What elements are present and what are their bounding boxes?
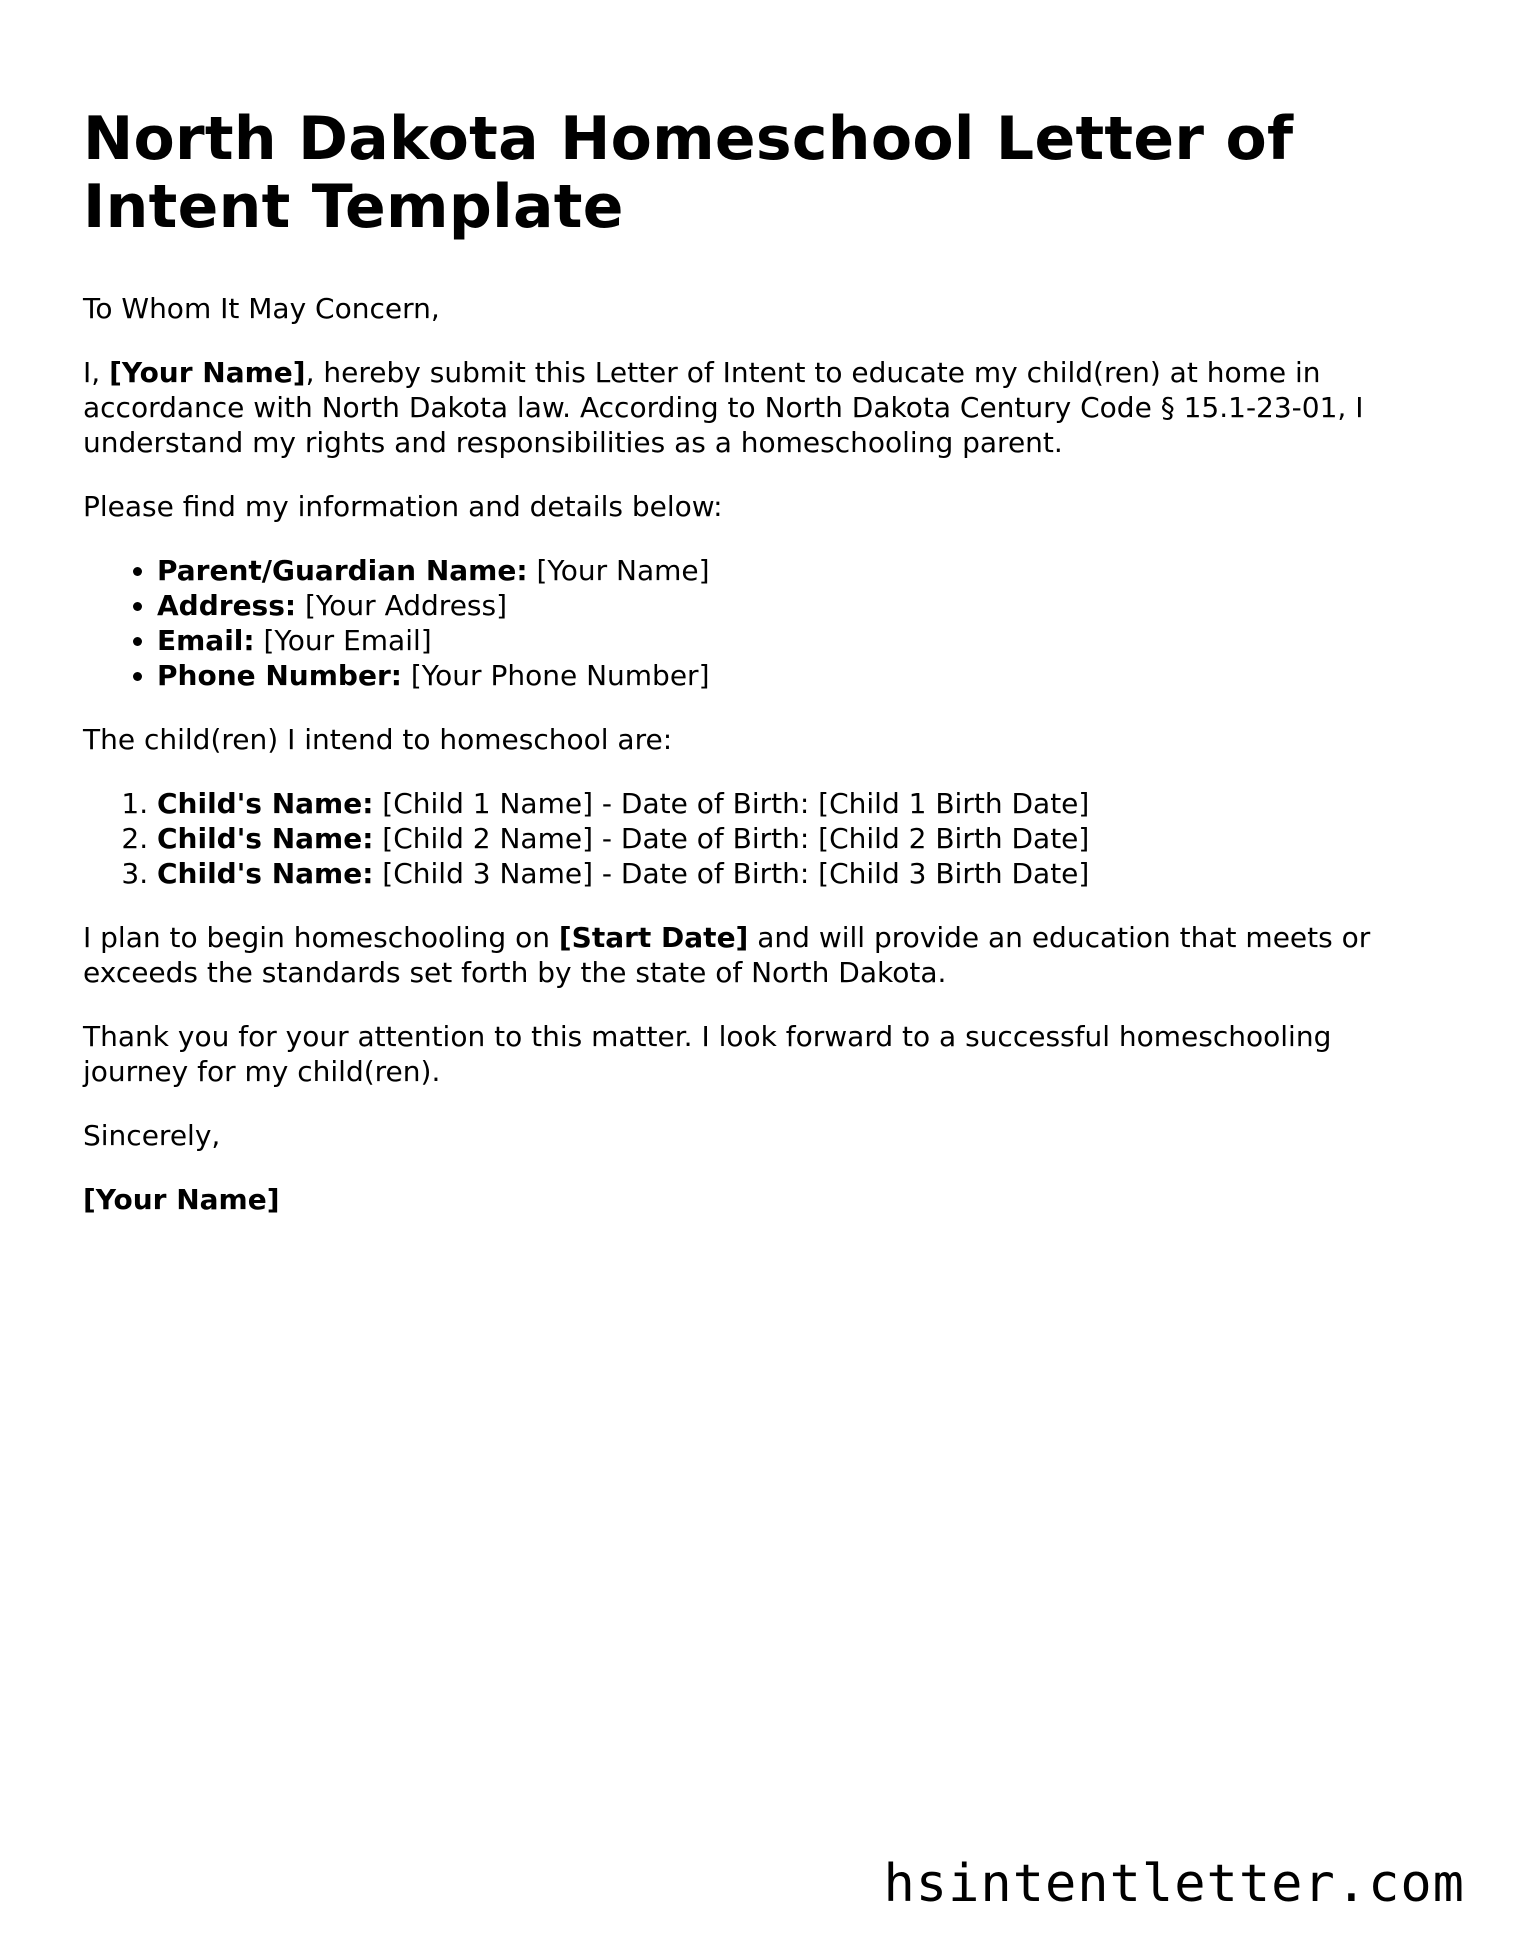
page-title: North Dakota Homeschool Letter of Intent Template <box>83 104 1294 242</box>
info-value: [Your Name] <box>527 554 710 587</box>
thanks-paragraph: Thank you for your attention to this matter. I look forward to a successful homeschooling journey for my child(ren). <box>83 1020 1332 1088</box>
info-value: [Your Phone Number] <box>401 659 710 692</box>
child-value: [Child 3 Name] - Date of Birth: [Child 3 Birth Date] <box>373 857 1090 890</box>
info-list <box>83 553 1443 693</box>
child-item-3 <box>157 856 1443 891</box>
info-item-address <box>157 588 1443 623</box>
children-list <box>83 786 1443 891</box>
plan-prefix: I plan to begin homeschooling on <box>83 921 559 954</box>
watermark: hsintentletter.com <box>883 1854 1465 1914</box>
intro-text: , hereby submit this Letter of Intent to educate my child(ren) at home in accordance with North Dakota law. According to North Dakota Century Code § 15.1-23-01, I understand my rights and responsibilities as a homeschooling parent. <box>83 356 1364 459</box>
plan-text: and will provide an education that meets or exceeds the standards set forth by the state of North Dakota. <box>83 921 1371 989</box>
child-label: Child's Name: <box>157 822 374 855</box>
info-value: [Your Email] <box>254 624 432 657</box>
child-value: [Child 1 Name] - Date of Birth: [Child 1 Birth Date] <box>373 787 1090 820</box>
info-value: [Your Address] <box>296 589 508 622</box>
child-label: Child's Name: <box>157 857 374 890</box>
children-intro: The child(ren) I intend to homeschool are: <box>83 723 673 756</box>
child-value: [Child 2 Name] - Date of Birth: [Child 2 Birth Date] <box>373 822 1090 855</box>
child-label: Child's Name: <box>157 787 374 820</box>
intro-name-placeholder: [Your Name] <box>109 356 306 389</box>
info-item-email <box>157 623 1443 658</box>
info-label: Email: <box>157 624 255 657</box>
intro-paragraph <box>83 355 1443 460</box>
signature-name: [Your Name] <box>83 1183 280 1216</box>
child-item-1 <box>157 786 1443 821</box>
intro-prefix: I, <box>83 356 110 389</box>
letter-document <box>83 105 1443 1246</box>
info-label: Address: <box>157 589 297 622</box>
child-item-2 <box>157 821 1443 856</box>
info-intro: Please find my information and details below: <box>83 490 723 523</box>
info-item-parent-name <box>157 553 1443 588</box>
salutation: To Whom It May Concern, <box>83 292 440 325</box>
signature-placeholder <box>83 1182 1443 1217</box>
start-date-placeholder: [Start Date] <box>558 921 749 954</box>
closing: Sincerely, <box>83 1119 221 1152</box>
info-item-phone <box>157 658 1443 693</box>
info-label: Phone Number: <box>157 659 402 692</box>
plan-paragraph <box>83 920 1443 990</box>
info-label: Parent/Guardian Name: <box>157 554 528 587</box>
